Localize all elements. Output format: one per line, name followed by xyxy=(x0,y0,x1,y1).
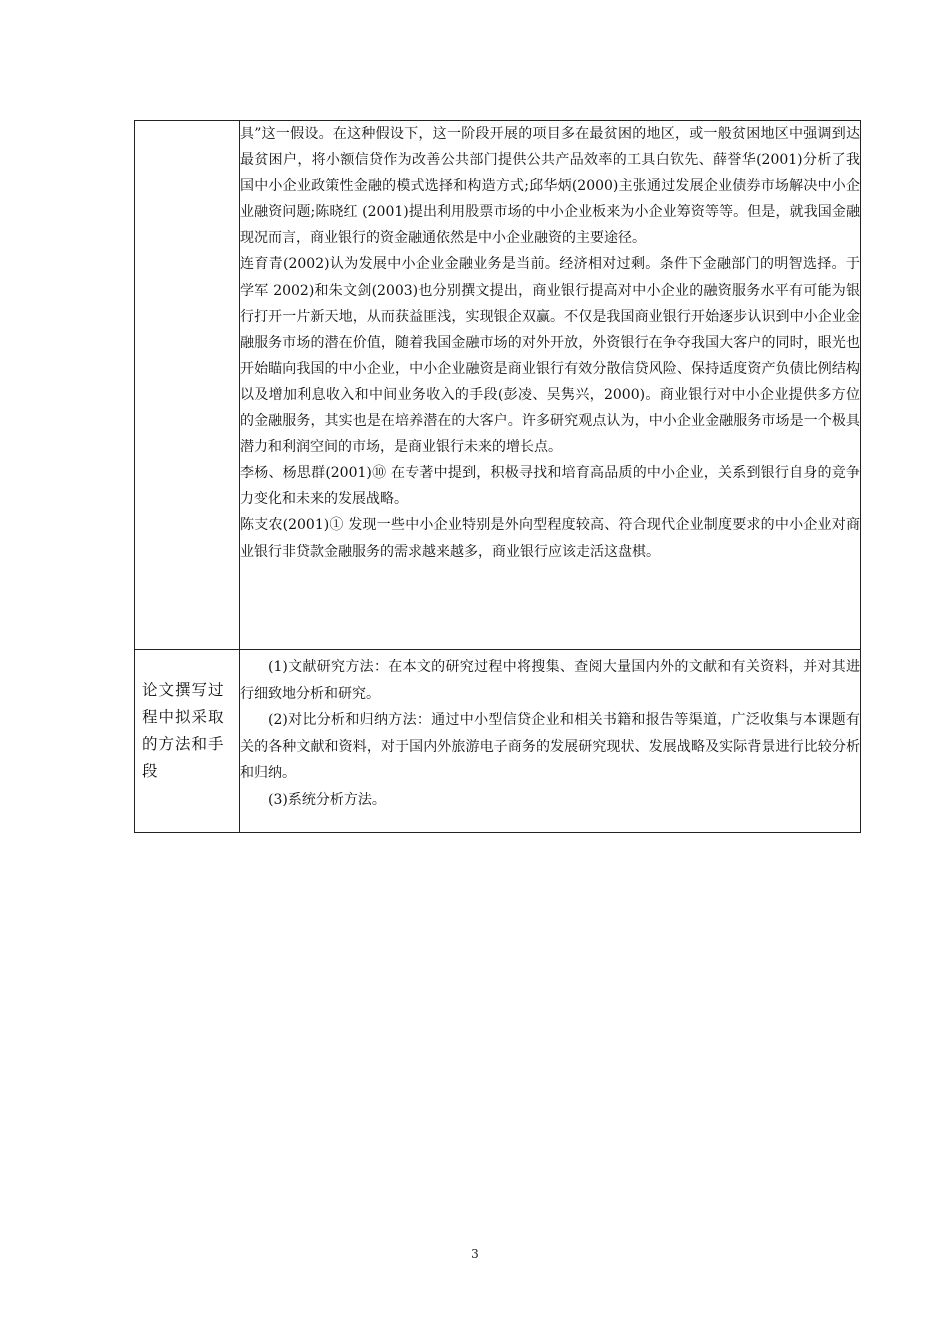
methods-label: 论文撰写过程中拟采取的方法和手段 xyxy=(142,681,225,780)
literature-review-content-cell xyxy=(240,121,861,650)
review-paragraph: 陈支农(2001)① 发现一些中小企业特别是外向型程度较高、符合现代企业制度要求的中小企业对商业银行非贷款金融服务的需求越来越多，商业银行应该走活这盘棋。 xyxy=(240,517,860,560)
literature-review-row xyxy=(135,121,861,650)
method-item: (2)对比分析和归纳方法：通过中小型信贷企业和相关书籍和报告等渠道，广泛收集与本课题有关的各种文献和资料，对于国内外旅游电子商务的发展研究现状、发展战略及实际背景进行比较分析和归纳。 xyxy=(240,712,860,781)
method-item: (1)文献研究方法：在本文的研究过程中将搜集、查阅大量国内外的文献和有关资料，并对其进行细致地分析和研究。 xyxy=(240,659,860,702)
methods-list xyxy=(240,650,860,813)
proposal-table xyxy=(134,120,861,833)
review-paragraph: 李杨、杨思群(2001)⑩ 在专著中提到，积极寻找和培育高品质的中小企业，关系到银行自身的竞争力变化和未来的发展战略。 xyxy=(240,465,860,508)
page-number: 3 xyxy=(471,1247,479,1261)
methods-row xyxy=(135,650,861,833)
method-item: (3)系统分析方法。 xyxy=(268,791,386,808)
literature-review-label-cell xyxy=(135,121,240,650)
review-paragraph: 具”这一假设。在这种假设下，这一阶段开展的项目多在最贫困的地区，或一般贫困地区中强调到达最贫困户，将小额信贷作为改善公共部门提供公共产品效率的工具白钦先、薛誉华(2001)分析了我国中小企业政策性金融的模式选择和构造方式;邱华炳(2000)主张通过发展企业债券市场解决中小企业融资问题;陈晓红 (2001)提出利用股票市场的中小企业板来为小企业筹资等等。但是，就我国金融现况而言，商业银行的资金融通依然是中小企业融资的主要途径。 xyxy=(240,126,860,247)
methods-content-cell xyxy=(240,650,861,833)
review-paragraph: 连育青(2002)认为发展中小企业金融业务是当前。经济相对过剩。条件下金融部门的明智选择。于学军 2002)和朱文剑(2003)也分别撰文提出，商业银行提高对中小企业的融资服务水平有可能为银行打开一片新天地，从而获益匪浅，实现银企双赢。不仅是我国商业银行开始逐步认识到中小企业金融服务市场的潜在价值，随着我国金融市场的对外开放，外资银行在争夺我国大客户的同时，眼光也开始瞄向我国的中小企业，中小企业融资是商业银行有效分散信贷风险、保持适度资产负债比例结构以及增加利息收入和中间业务收入的手段(彭凌、吴隽兴，2000)。商业银行对中小企业提供多方位的金融服务，其实也是在培养潜在的大客户。许多研究观点认为，中小企业金融服务市场是一个极具潜力和利润空间的市场，是商业银行未来的增长点。 xyxy=(240,256,860,456)
methods-label-cell xyxy=(135,650,240,833)
literature-review-text xyxy=(240,121,860,565)
